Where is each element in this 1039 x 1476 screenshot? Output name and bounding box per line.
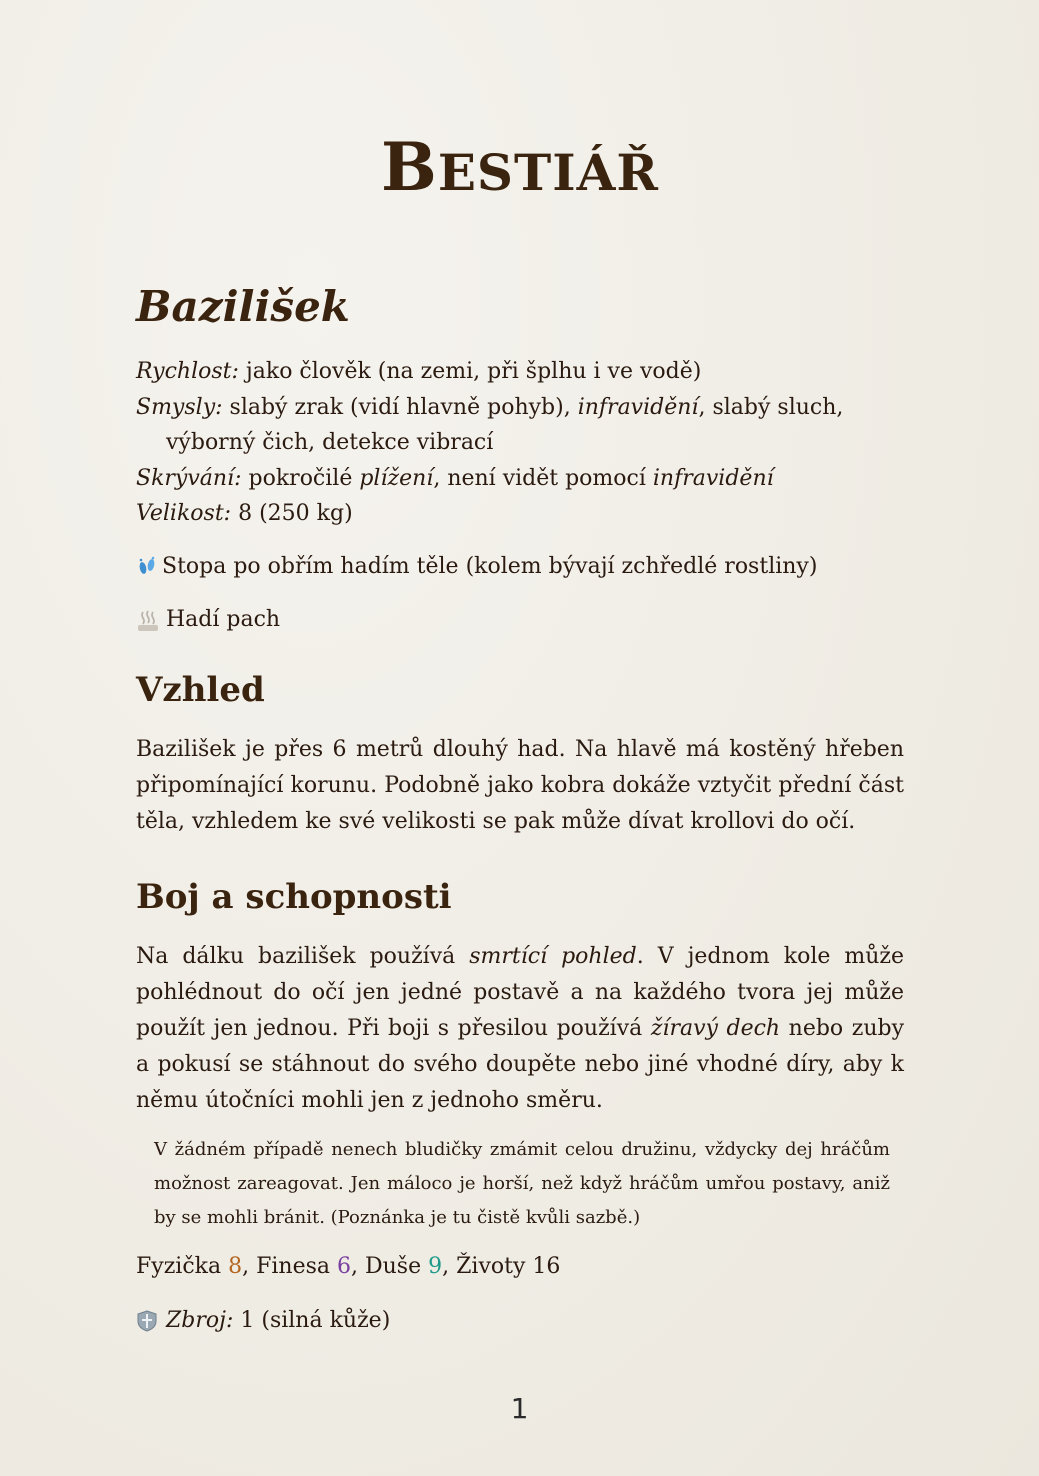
shield-icon	[136, 1310, 158, 1332]
trait-smell: Hadí pach	[136, 605, 280, 635]
footprints-icon	[136, 556, 158, 578]
heading-combat: Boj a schopnosti	[136, 877, 452, 917]
attributes-line: Fyzička 8, Finesa 6, Duše 9, Životy 16	[136, 1254, 561, 1279]
attr-finesa: 6	[337, 1254, 351, 1279]
creature-name: Bazilišek	[136, 282, 350, 331]
stat-block	[136, 354, 904, 532]
stat-senses: Smysly: slabý zrak (vidí hlavně pohyb), infravidění, slabý sluch, výborný čich, detekce vibrací	[136, 394, 844, 455]
stat-speed: Rychlost: jako člověk (na zemi, při šplhu i ve vodě)	[136, 359, 702, 384]
heading-appearance: Vzhled	[136, 670, 265, 710]
appearance-text: Bazilišek je přes 6 metrů dlouhý had. Na hlavě má kostěný hřeben připomínající korunu. Podobně jako kobra dokáže vztyčit přední část těla, vzhledem ke své velikosti se pak může dívat krollovi do očí.	[136, 737, 904, 834]
attr-fyzicka: 8	[228, 1254, 243, 1279]
stat-size: Velikost: 8 (250 kg)	[136, 501, 353, 526]
page-number: 1	[510, 1392, 529, 1425]
steam-icon	[136, 609, 158, 631]
combat-text: Na dálku bazilišek používá smrtící pohled. V jednom kole může pohlédnout do očí jen jedné postavě a na každého tvora jej může použít jen jednou. Při boji s přesilou používá žíravý dech nebo zuby a pokusí se stáhnout do svého doupěte nebo jiné vhodné díry, aby k němu útočníci mohli jen z jednoho směru.	[136, 944, 904, 1113]
sidebar-note: V žádném případě nenech bludičky zmámit celou družinu, vždycky dej hráčům možnost zareagovat. Jen máloco je horší, než když hráčům umřou postavy, aniž by se mohli bránit. (Poznánka je tu čistě kvůli sazbě.)	[154, 1139, 890, 1228]
attr-zivoty: 16	[532, 1254, 561, 1279]
attr-duse: 9	[428, 1254, 443, 1279]
page-title: BESTIÁŘ	[381, 128, 659, 206]
trait-tracks: Stopa po obřím hadím těle (kolem bývají zchředlé rostliny)	[136, 552, 817, 582]
stat-stealth: Skrývání: pokročilé plížení, není vidět pomocí infravidění	[136, 465, 774, 491]
armor-line: Zbroj: 1 (silná kůže)	[136, 1306, 390, 1336]
